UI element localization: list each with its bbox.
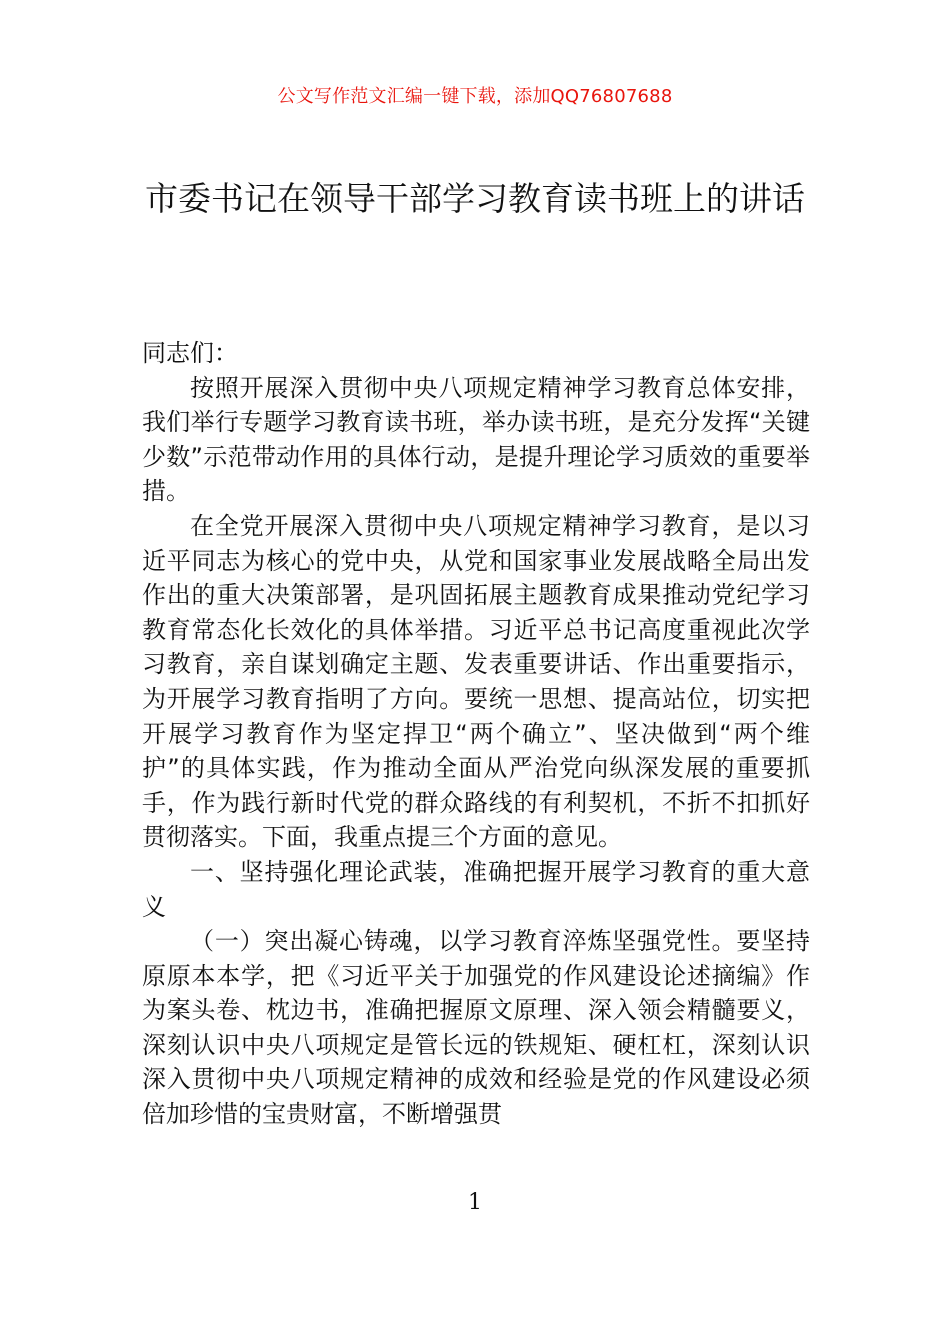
document-title: 市委书记在领导干部学习教育读书班上的讲话 [145, 179, 805, 218]
document-body [142, 336, 810, 1132]
salutation: 同志们： [142, 339, 238, 367]
header-download-note: 公文写作范文汇编一键下载，添加QQ76807688 [277, 86, 673, 107]
paragraph-intro: 按照开展深入贯彻中央八项规定精神学习教育总体安排，我们举行专题学习教育读书班，举办读书班，是充分发挥“关键少数”示范带动作用的具体行动，是提升理论学习质效的重要举措。 [142, 373, 810, 506]
section-heading-1: 一、坚持强化理论武装，准确把握开展学习教育的重大意义 [142, 857, 810, 921]
page-number: 1 [468, 1190, 482, 1215]
subsection-1-1: （一）突出凝心铸魂，以学习教育淬炼坚强党性。要坚持原原本本学，把《习近平关于加强党的作风建设论述摘编》作为案头卷、枕边书，准确把握原文原理、深入领会精髓要义，深刻认识中央八项规定是管长远的铁规矩、硬杠杠，深刻认识深入贯彻中央八项规定精神的成效和经验是党的作风建设必须倍加珍惜的宝贵财富，不断增强贯 [142, 927, 810, 1129]
paragraph-background: 在全党开展深入贯彻中央八项规定精神学习教育，是以习近平同志为核心的党中央，从党和国家事业发展战略全局出发作出的重大决策部署，是巩固拓展主题教育成果推动党纪学习教育常态化长效化的具体举措。习近平总书记高度重视此次学习教育，亲自谋划确定主题、发表重要讲话、作出重要指示，为开展学习教育指明了方向。要统一思想、提高站位，切实把开展学习教育作为坚定捍卫“两个确立”、坚决做到“两个维护”的具体实践，作为推动全面从严治党向纵深发展的重要抓手，作为践行新时代党的群众路线的有利契机，不折不扣抓好贯彻落实。下面，我重点提三个方面的意见。 [142, 511, 810, 852]
